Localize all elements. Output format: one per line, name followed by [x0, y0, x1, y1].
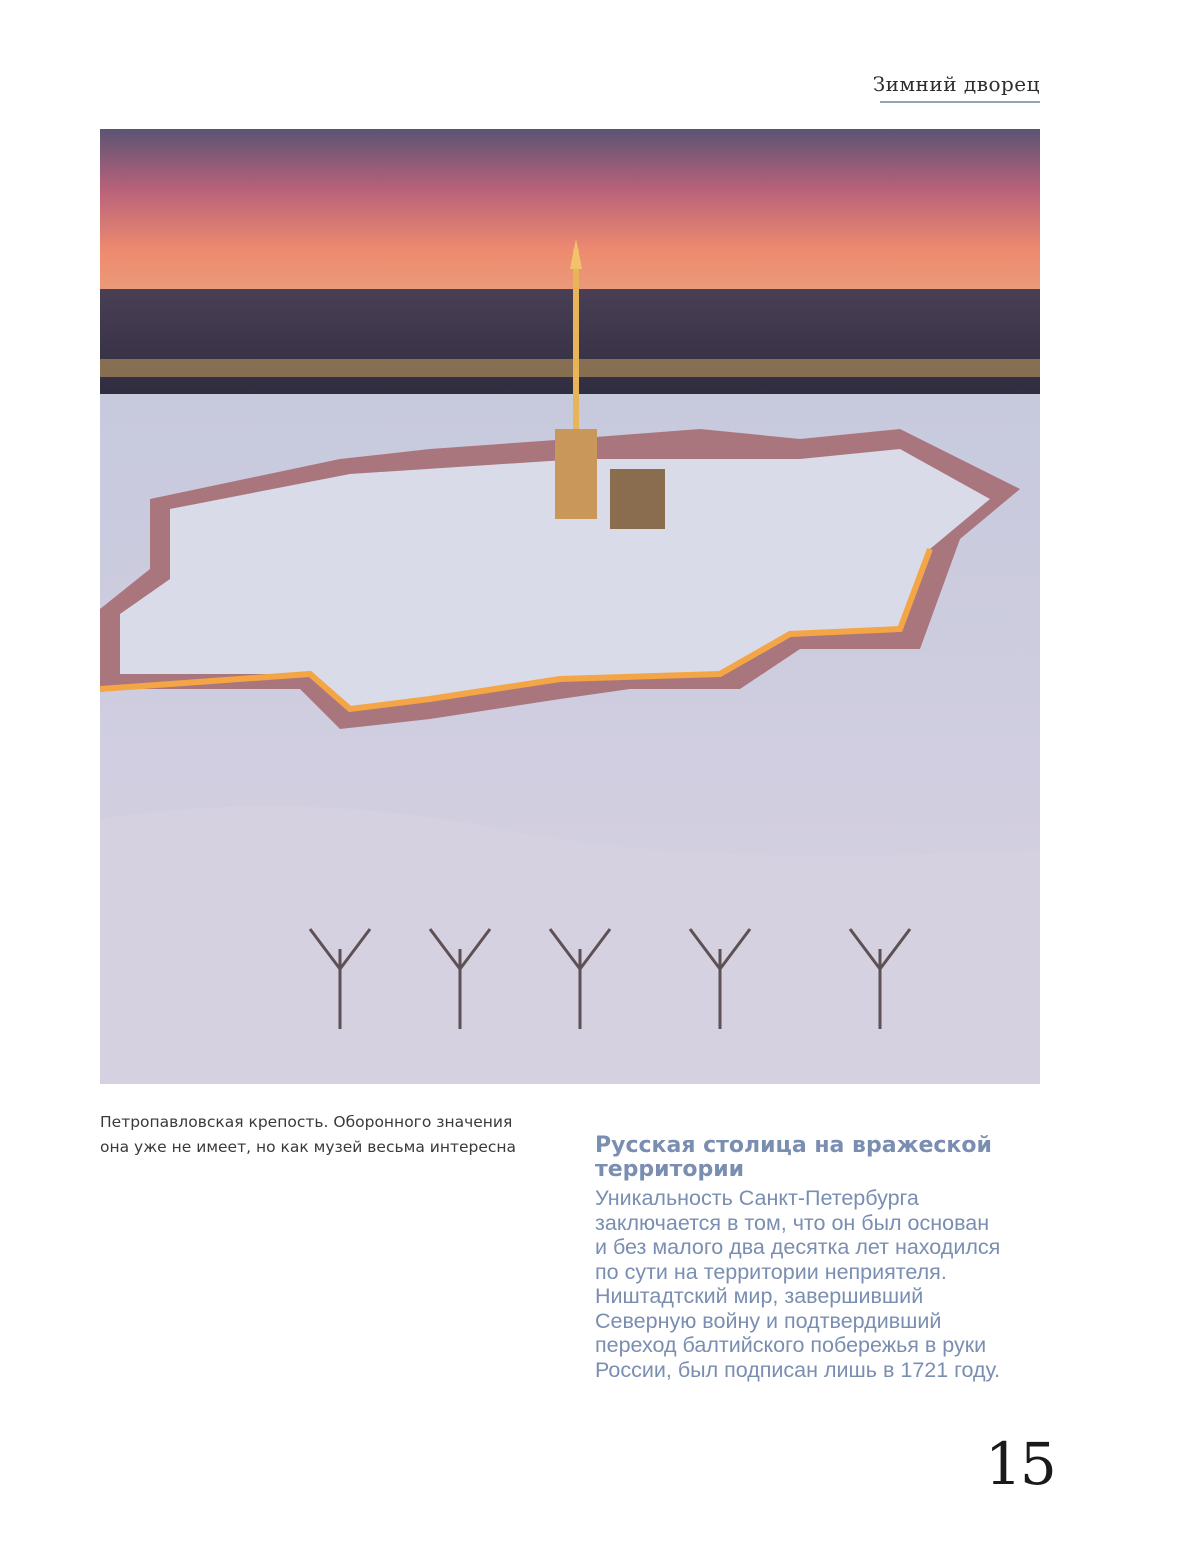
sidebar-body-line: переход балтийского побережья в руки [595, 1333, 987, 1357]
caption-line: Петропавловская крепость. Оборонного значения [100, 1113, 513, 1131]
fortress-photo [100, 129, 1040, 1084]
sidebar-body-line: и без малого два десятка лет находился [595, 1235, 1001, 1259]
sidebar-heading [595, 1134, 1035, 1182]
photo-caption [100, 1110, 570, 1160]
sidebar-heading-line: Русская столица на вражеской [595, 1133, 992, 1158]
sidebar-body-line: России, был подписан лишь в 1721 году. [595, 1357, 1001, 1382]
running-head-title: Зимний дворец [872, 72, 1040, 96]
sidebar-body-line: заключается в том, что он был основан [595, 1210, 990, 1235]
sidebar-heading-line: территории [595, 1157, 745, 1182]
sidebar-body [595, 1186, 1045, 1382]
sidebar-body-line: Ништадтский мир, завершивший [595, 1284, 924, 1308]
sidebar-body-line: Уникальность Санкт-Петербурга [595, 1186, 919, 1210]
page-number: 15 [985, 1430, 1055, 1498]
sidebar-body-line: Северную войну и подтвердивший [595, 1308, 942, 1333]
caption-line: она уже не имеет, но как музей весьма интересна [100, 1138, 517, 1156]
sidebar-body-line: по сути на территории неприятеля. [595, 1259, 947, 1284]
running-head-rule [880, 101, 1040, 103]
